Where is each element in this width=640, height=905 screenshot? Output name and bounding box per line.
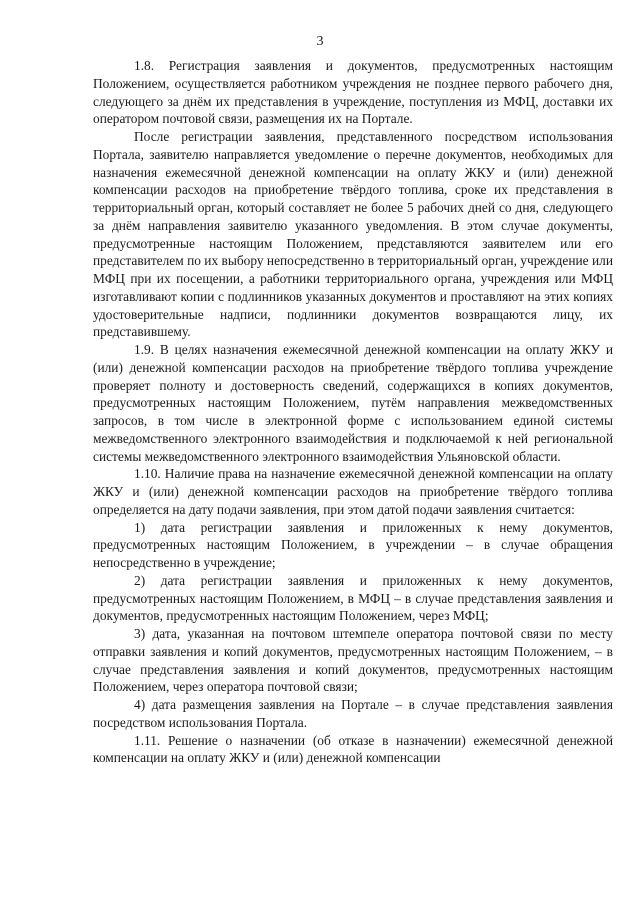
paragraph-1-11: 1.11. Решение о назначении (об отказе в назначении) ежемесячной денежной компенсации на оплату ЖКУ и (или) денежной компенсации xyxy=(93,732,613,766)
list-item-2: 2) дата регистрации заявления и приложенных к нему документов, предусмотренных настоящим Положением, в МФЦ – в случае представления заявления и документов, предусмотренных настоящим Положением, через МФЦ; xyxy=(93,572,613,624)
paragraph-1-10: 1.10. Наличие права на назначение ежемесячной денежной компенсации на оплату ЖКУ и (или) денежной компенсации расходов на приобретение твёрдого топлива определяется на дату подачи заявления, при этом датой подачи заявления считается: xyxy=(93,466,613,517)
list-item-3: 3) дата, указанная на почтовом штемпеле оператора почтовой связи по месту отправки заявления и копий документов, предусмотренных настоящим Положением, – в случае представления заявления и копий документов, предусмотренных настоящим Положением, через оператора почтовой связи; xyxy=(93,626,613,695)
paragraph-1-8: 1.8. Регистрация заявления и документов, предусмотренных настоящим Положением, осуществляется работником учреждения не позднее первого рабочего дня, следующего за днём их представления в учреждение, поступления из МФЦ, доставки их оператором почтовой связи, размещения их на Портале. xyxy=(93,58,613,127)
page-number: 3 xyxy=(316,34,324,49)
document-body xyxy=(93,57,613,767)
list-item-1: 1) дата регистрации заявления и приложенных к нему документов, предусмотренных настоящим Положением, в учреждении – в случае обращения непосредственно в учреждение; xyxy=(93,519,613,570)
list-item-4: 4) дата размещения заявления на Портале – в случае представления заявления посредством использования Портала. xyxy=(93,697,613,730)
paragraph-1-9: 1.9. В целях назначения ежемесячной денежной компенсации на оплату ЖКУ и (или) денежной компенсации расходов на приобретение твёрдого топлива учреждение проверяет полноту и достоверность сведений, содержащихся в копиях документов, предусмотренных настоящим Положением, путём направления межведомственных запросов, в том числе в электронной форме с использованием единой системы межведомственного электронного взаимодействия и подключаемой к ней региональной системы межведомственного электронного взаимодействия Ульяновской области. xyxy=(93,342,613,464)
paragraph-portal-registration: После регистрации заявления, представленного посредством использования Портала, заявителю направляется уведомление о перечне документов, необходимых для назначения ежемесячной денежной компенсации на оплату ЖКУ и (или) денежной компенсации расходов на приобретение твёрдого топлива, сроке их представления в территориальный орган, который составляет не более 5 рабочих дней со дня, следующего за днём направления заявителю указанного уведомления. В этом случае документы, предусмотренные настоящим Положением, представляются заявителем или его представителем по их выбору непосредственно в территориальный орган, учреждение или МФЦ при их посещении, а работники территориального органа, учреждения или МФЦ изготавливают копии с подлинников указанных документов и проставляют на этих копиях удостоверительные надписи, подлинники документов возвращаются лицу, их представившему. xyxy=(93,129,613,340)
